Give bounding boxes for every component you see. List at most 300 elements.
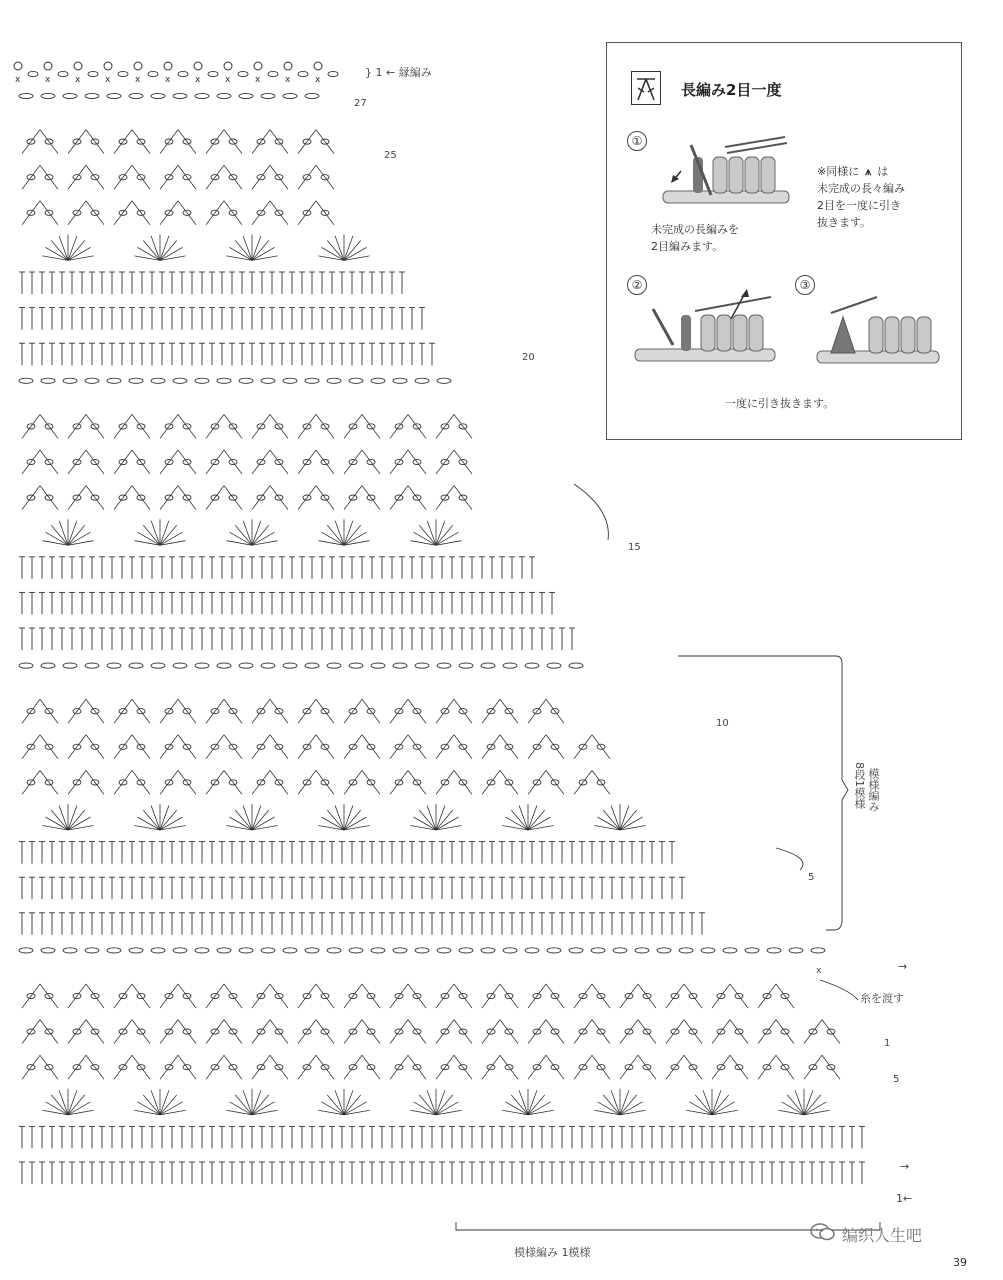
diagonal-stitch: [528, 1020, 546, 1044]
fan-stitch: [68, 236, 77, 260]
diagonal-stitch: [178, 414, 196, 438]
diagonal-stitch: [436, 735, 454, 759]
diagonal-stitch: [316, 984, 334, 1008]
diagonal-stitch: [408, 414, 426, 438]
chain-stitch: [283, 378, 297, 383]
diagonal-stitch: [592, 1055, 610, 1079]
fan-stitch: [160, 240, 177, 260]
step-2-number: ②: [627, 275, 647, 295]
diagonal-stitch: [206, 984, 224, 1008]
diagonal-stitch: [114, 486, 132, 510]
fan-stitch: [235, 240, 252, 260]
chain-stitch: [283, 663, 297, 668]
chain-stitch: [503, 663, 517, 668]
picot-stitch: [164, 62, 172, 70]
diagonal-stitch: [758, 1055, 776, 1079]
diagonal-stitch: [22, 165, 40, 189]
diagonal-stitch: [86, 699, 104, 723]
diagonal-stitch: [224, 984, 242, 1008]
diagonal-stitch: [316, 486, 334, 510]
chain-stitch: [239, 378, 253, 383]
diagonal-stitch: [40, 130, 58, 154]
diagonal-stitch: [178, 201, 196, 225]
chain-stitch: [148, 71, 158, 76]
repeat-bracket: [678, 656, 848, 930]
picot-stitch: [14, 62, 22, 70]
chain-stitch: [63, 663, 77, 668]
sc-stitch-x: x: [45, 75, 51, 85]
diagonal-stitch: [160, 486, 178, 510]
chain-stitch: [701, 948, 715, 953]
side-note-line-1: ※同様に ⩚ は: [817, 165, 889, 178]
diagonal-stitch: [638, 1020, 656, 1044]
row-num-1-bottom: 1: [884, 1038, 891, 1049]
fan-stitch: [243, 1090, 252, 1114]
diagonal-stitch: [344, 1020, 362, 1044]
chain-stitch: [107, 948, 121, 953]
chain-stitch: [569, 663, 583, 668]
fan-stitch: [795, 1090, 804, 1114]
diagonal-stitch: [160, 770, 178, 794]
diagonal-stitch: [270, 1055, 288, 1079]
fan-stitch: [235, 810, 252, 830]
diagonal-stitch: [40, 735, 58, 759]
diagonal-stitch: [86, 1020, 104, 1044]
fan-stitch: [252, 521, 261, 545]
chain-stitch: [525, 948, 539, 953]
diagonal-stitch: [822, 1055, 840, 1079]
chain-stitch: [459, 948, 473, 953]
chain-stitch: [327, 948, 341, 953]
diagonal-stitch: [592, 735, 610, 759]
chain-stitch: [393, 948, 407, 953]
sc-stitch-x: x: [15, 75, 21, 85]
chain-stitch: [723, 948, 737, 953]
fan-stitch: [335, 806, 344, 830]
fan-stitch: [143, 1095, 160, 1115]
diagonal-stitch: [160, 735, 178, 759]
chain-stitch: [19, 93, 33, 98]
fan-stitch: [59, 806, 68, 830]
diagonal-stitch: [114, 414, 132, 438]
diagonal-stitch: [316, 770, 334, 794]
diagonal-stitch: [132, 414, 150, 438]
fan-stitch: [59, 521, 68, 545]
diagonal-stitch: [270, 1020, 288, 1044]
picot-stitch: [44, 62, 52, 70]
chain-stitch: [437, 378, 451, 383]
diagonal-stitch: [68, 984, 86, 1008]
diagonal-stitch: [224, 450, 242, 474]
fan-stitch: [528, 806, 537, 830]
picot-stitch: [104, 62, 112, 70]
diagonal-stitch: [712, 1020, 730, 1044]
chain-stitch: [239, 948, 253, 953]
fan-stitch: [419, 1095, 436, 1115]
chain-stitch: [327, 378, 341, 383]
diagonal-stitch: [114, 699, 132, 723]
chain-stitch: [63, 948, 77, 953]
diagonal-stitch: [344, 486, 362, 510]
diagonal-stitch: [224, 486, 242, 510]
diagonal-stitch: [390, 735, 408, 759]
diagonal-stitch: [68, 414, 86, 438]
diagonal-stitch: [40, 486, 58, 510]
chain-stitch: [195, 93, 209, 98]
fan-stitch: [68, 1090, 77, 1114]
chain-stitch: [195, 948, 209, 953]
tr2tog-symbol-icon: ⩚: [865, 165, 872, 178]
chain-stitch: [217, 663, 231, 668]
chain-stitch: [41, 948, 55, 953]
diagonal-stitch: [252, 450, 270, 474]
diagonal-stitch: [776, 1020, 794, 1044]
fan-stitch: [436, 806, 445, 830]
diagonal-stitch: [252, 1020, 270, 1044]
fan-stitch: [143, 240, 160, 260]
diagonal-stitch: [178, 130, 196, 154]
diagonal-stitch: [574, 770, 592, 794]
diagonal-stitch: [22, 735, 40, 759]
diagonal-stitch: [500, 699, 518, 723]
diagonal-stitch: [344, 984, 362, 1008]
fan-stitch: [427, 1090, 436, 1114]
side-note: ※同様に ⩚ は 未完成の長々編み 2目を一度に引き 抜きます。: [817, 165, 905, 229]
diagonal-stitch: [298, 414, 316, 438]
chain-stitch: [349, 378, 363, 383]
diagonal-stitch: [362, 450, 380, 474]
chain-stitch: [437, 948, 451, 953]
fan-stitch: [143, 810, 160, 830]
page-number: 39: [953, 1256, 967, 1269]
chain-stitch: [283, 93, 297, 98]
diagonal-stitch: [224, 699, 242, 723]
chain-stitch: [261, 378, 275, 383]
chain-stitch: [371, 378, 385, 383]
diagonal-stitch: [114, 770, 132, 794]
chain-stitch: [195, 663, 209, 668]
diagonal-stitch: [224, 1020, 242, 1044]
diagonal-stitch: [22, 201, 40, 225]
diagonal-stitch: [528, 770, 546, 794]
diagonal-stitch: [316, 414, 334, 438]
fan-stitch: [252, 525, 269, 545]
fan-stitch: [243, 521, 252, 545]
diagonal-stitch: [86, 414, 104, 438]
step-1-text: 未完成の長編みを 2目編みます。: [651, 223, 739, 253]
diagonal-stitch: [160, 130, 178, 154]
chain-stitch: [298, 71, 308, 76]
arrow-left-icon: ←: [386, 66, 396, 79]
diagonal-stitch: [408, 1020, 426, 1044]
fan-stitch: [344, 1095, 361, 1115]
chain-stitch: [41, 663, 55, 668]
diagonal-stitch: [362, 735, 380, 759]
diagonal-stitch: [546, 699, 564, 723]
chain-stitch: [305, 948, 319, 953]
diagonal-stitch: [454, 450, 472, 474]
fan-stitch: [419, 810, 436, 830]
diagonal-stitch: [132, 770, 150, 794]
diagonal-stitch: [344, 699, 362, 723]
fan-stitch: [335, 521, 344, 545]
fan-stitch: [620, 806, 629, 830]
picot-stitch: [74, 62, 82, 70]
fan-stitch: [235, 1095, 252, 1115]
chain-stitch: [503, 948, 517, 953]
chain-stitch: [41, 93, 55, 98]
diagonal-stitch: [114, 735, 132, 759]
diagonal-stitch: [390, 699, 408, 723]
diagonal-stitch: [86, 165, 104, 189]
chain-stitch: [129, 663, 143, 668]
chain-stitch: [85, 93, 99, 98]
diagonal-stitch: [22, 984, 40, 1008]
diagonal-stitch: [160, 450, 178, 474]
diagonal-stitch: [408, 735, 426, 759]
diagonal-stitch: [114, 130, 132, 154]
diagonal-stitch: [68, 130, 86, 154]
diagonal-stitch: [270, 699, 288, 723]
diagonal-stitch: [730, 1055, 748, 1079]
diagonal-stitch: [546, 770, 564, 794]
diagonal-stitch: [206, 699, 224, 723]
diagonal-stitch: [500, 735, 518, 759]
diagonal-stitch: [68, 450, 86, 474]
vertical-label-rows: 8段1模様: [853, 762, 866, 809]
legend-box: [606, 42, 962, 440]
diagonal-stitch: [684, 984, 702, 1008]
diagonal-stitch: [712, 984, 730, 1008]
chain-stitch: [151, 948, 165, 953]
fan-stitch: [511, 810, 528, 830]
fan-stitch: [436, 521, 445, 545]
diagonal-stitch: [500, 984, 518, 1008]
picot-stitch: [254, 62, 262, 70]
chain-stitch: [151, 378, 165, 383]
diagonal-stitch: [160, 1055, 178, 1079]
fan-stitch: [151, 806, 160, 830]
diagonal-stitch: [132, 130, 150, 154]
diagonal-stitch: [114, 1055, 132, 1079]
diagonal-stitch: [528, 735, 546, 759]
fan-stitch: [160, 236, 169, 260]
diagonal-stitch: [316, 1055, 334, 1079]
row-num-15: 15: [628, 542, 641, 553]
diagonal-stitch: [114, 984, 132, 1008]
diagonal-stitch: [316, 130, 334, 154]
diagonal-stitch: [344, 1055, 362, 1079]
diagonal-stitch: [178, 984, 196, 1008]
chain-stitch: [208, 71, 218, 76]
diagonal-stitch: [620, 1020, 638, 1044]
fan-stitch: [419, 525, 436, 545]
diagonal-stitch: [804, 1055, 822, 1079]
fan-stitch: [436, 810, 453, 830]
diagonal-stitch: [454, 984, 472, 1008]
diagonal-stitch: [160, 414, 178, 438]
fan-stitch: [611, 1090, 620, 1114]
diagonal-stitch: [22, 1055, 40, 1079]
diagonal-stitch: [592, 984, 610, 1008]
diagonal-stitch: [500, 1020, 518, 1044]
fan-stitch: [160, 525, 177, 545]
diagonal-stitch: [390, 486, 408, 510]
fan-stitch: [603, 810, 620, 830]
picot-stitch: [224, 62, 232, 70]
diagonal-stitch: [22, 770, 40, 794]
diagonal-stitch: [390, 450, 408, 474]
fan-stitch: [804, 1090, 813, 1114]
fan-stitch: [252, 240, 269, 260]
chain-stitch: [305, 378, 319, 383]
fan-stitch: [511, 1095, 528, 1115]
diagonal-stitch: [528, 984, 546, 1008]
fan-stitch: [68, 521, 77, 545]
diagonal-stitch: [666, 1055, 684, 1079]
diagonal-stitch: [390, 770, 408, 794]
diagonal-stitch: [316, 699, 334, 723]
chain-stitch: [85, 663, 99, 668]
diagonal-stitch: [482, 735, 500, 759]
diagonal-stitch: [546, 1055, 564, 1079]
diagonal-stitch: [40, 1055, 58, 1079]
diagonal-stitch: [344, 770, 362, 794]
diagonal-stitch: [574, 735, 592, 759]
diagonal-stitch: [362, 414, 380, 438]
chain-stitch: [173, 948, 187, 953]
diagonal-stitch: [528, 699, 546, 723]
pattern-repeat-label: 模様編み 1模様: [514, 1246, 591, 1259]
fan-stitch: [611, 806, 620, 830]
diagonal-stitch: [114, 1020, 132, 1044]
row-num-5-right: 5: [808, 872, 815, 883]
step-3-number: ③: [795, 275, 815, 295]
chain-stitch: [657, 948, 671, 953]
diagonal-stitch: [620, 1055, 638, 1079]
diagonal-stitch: [206, 486, 224, 510]
step-3-illustration-icon: [807, 293, 947, 373]
fan-stitch: [344, 236, 353, 260]
diagonal-stitch: [114, 201, 132, 225]
fan-stitch: [68, 240, 85, 260]
chain-stitch: [811, 948, 825, 953]
diagonal-stitch: [436, 1055, 454, 1079]
chain-stitch: [481, 948, 495, 953]
fan-stitch: [427, 521, 436, 545]
chain-stitch: [107, 93, 121, 98]
diagonal-stitch: [178, 699, 196, 723]
diagonal-stitch: [132, 1055, 150, 1079]
x-mark: x: [816, 966, 822, 976]
chain-stitch: [328, 71, 338, 76]
diagonal-stitch: [298, 984, 316, 1008]
diagonal-stitch: [206, 770, 224, 794]
chain-stitch: [173, 663, 187, 668]
diagonal-stitch: [252, 699, 270, 723]
diagonal-stitch: [252, 201, 270, 225]
chain-stitch: [547, 663, 561, 668]
diagonal-stitch: [132, 201, 150, 225]
chain-stitch: [349, 663, 363, 668]
diagonal-stitch: [132, 486, 150, 510]
fan-stitch: [327, 810, 344, 830]
diagonal-stitch: [666, 984, 684, 1008]
picot-stitch: [194, 62, 202, 70]
diagonal-stitch: [454, 414, 472, 438]
diagonal-stitch: [132, 984, 150, 1008]
chain-stitch: [547, 948, 561, 953]
chain-stitch: [19, 378, 33, 383]
diagonal-stitch: [22, 486, 40, 510]
watermark-text: 编织人生吧: [842, 1225, 923, 1245]
chain-stitch: [217, 93, 231, 98]
fan-stitch: [143, 525, 160, 545]
diagonal-stitch: [160, 201, 178, 225]
diagonal-stitch: [316, 735, 334, 759]
diagonal-stitch: [160, 984, 178, 1008]
chain-stitch: [19, 663, 33, 668]
chain-stitch: [239, 663, 253, 668]
chain-stitch: [635, 948, 649, 953]
diagonal-stitch: [454, 735, 472, 759]
diagonal-stitch: [390, 1020, 408, 1044]
diagonal-stitch: [298, 165, 316, 189]
diagonal-stitch: [224, 414, 242, 438]
fan-stitch: [151, 236, 160, 260]
step-1-illustration-icon: [655, 135, 795, 215]
diagonal-stitch: [40, 984, 58, 1008]
chain-stitch: [217, 378, 231, 383]
diagonal-stitch: [206, 1055, 224, 1079]
chain-stitch: [591, 948, 605, 953]
diagonal-stitch: [270, 735, 288, 759]
diagonal-stitch: [40, 699, 58, 723]
diagonal-stitch: [270, 201, 288, 225]
diagonal-stitch: [620, 984, 638, 1008]
diagonal-stitch: [344, 414, 362, 438]
diagonal-stitch: [546, 1020, 564, 1044]
fan-stitch: [335, 236, 344, 260]
row-num-10: 10: [716, 718, 729, 729]
diagonal-stitch: [776, 984, 794, 1008]
sc-stitch-x: x: [105, 75, 111, 85]
diagonal-stitch: [362, 486, 380, 510]
fan-stitch: [519, 1090, 528, 1114]
fan-stitch: [436, 525, 453, 545]
fan-stitch: [160, 521, 169, 545]
fan-stitch: [243, 806, 252, 830]
fan-stitch: [620, 1090, 629, 1114]
diagonal-stitch: [252, 165, 270, 189]
diagonal-stitch: [408, 699, 426, 723]
fan-stitch: [252, 1090, 261, 1114]
chain-stitch: [481, 663, 495, 668]
diagonal-stitch: [436, 1020, 454, 1044]
chain-stitch: [268, 71, 278, 76]
diagonal-stitch: [22, 699, 40, 723]
diagonal-stitch: [408, 1055, 426, 1079]
diagonal-stitch: [224, 130, 242, 154]
diagonal-stitch: [454, 1020, 472, 1044]
fan-stitch: [620, 810, 637, 830]
diagonal-stitch: [132, 450, 150, 474]
diagonal-stitch: [344, 450, 362, 474]
watermark: [810, 1222, 922, 1246]
fan-stitch: [68, 1095, 85, 1115]
fan-stitch: [344, 240, 361, 260]
fan-stitch: [436, 1095, 453, 1115]
